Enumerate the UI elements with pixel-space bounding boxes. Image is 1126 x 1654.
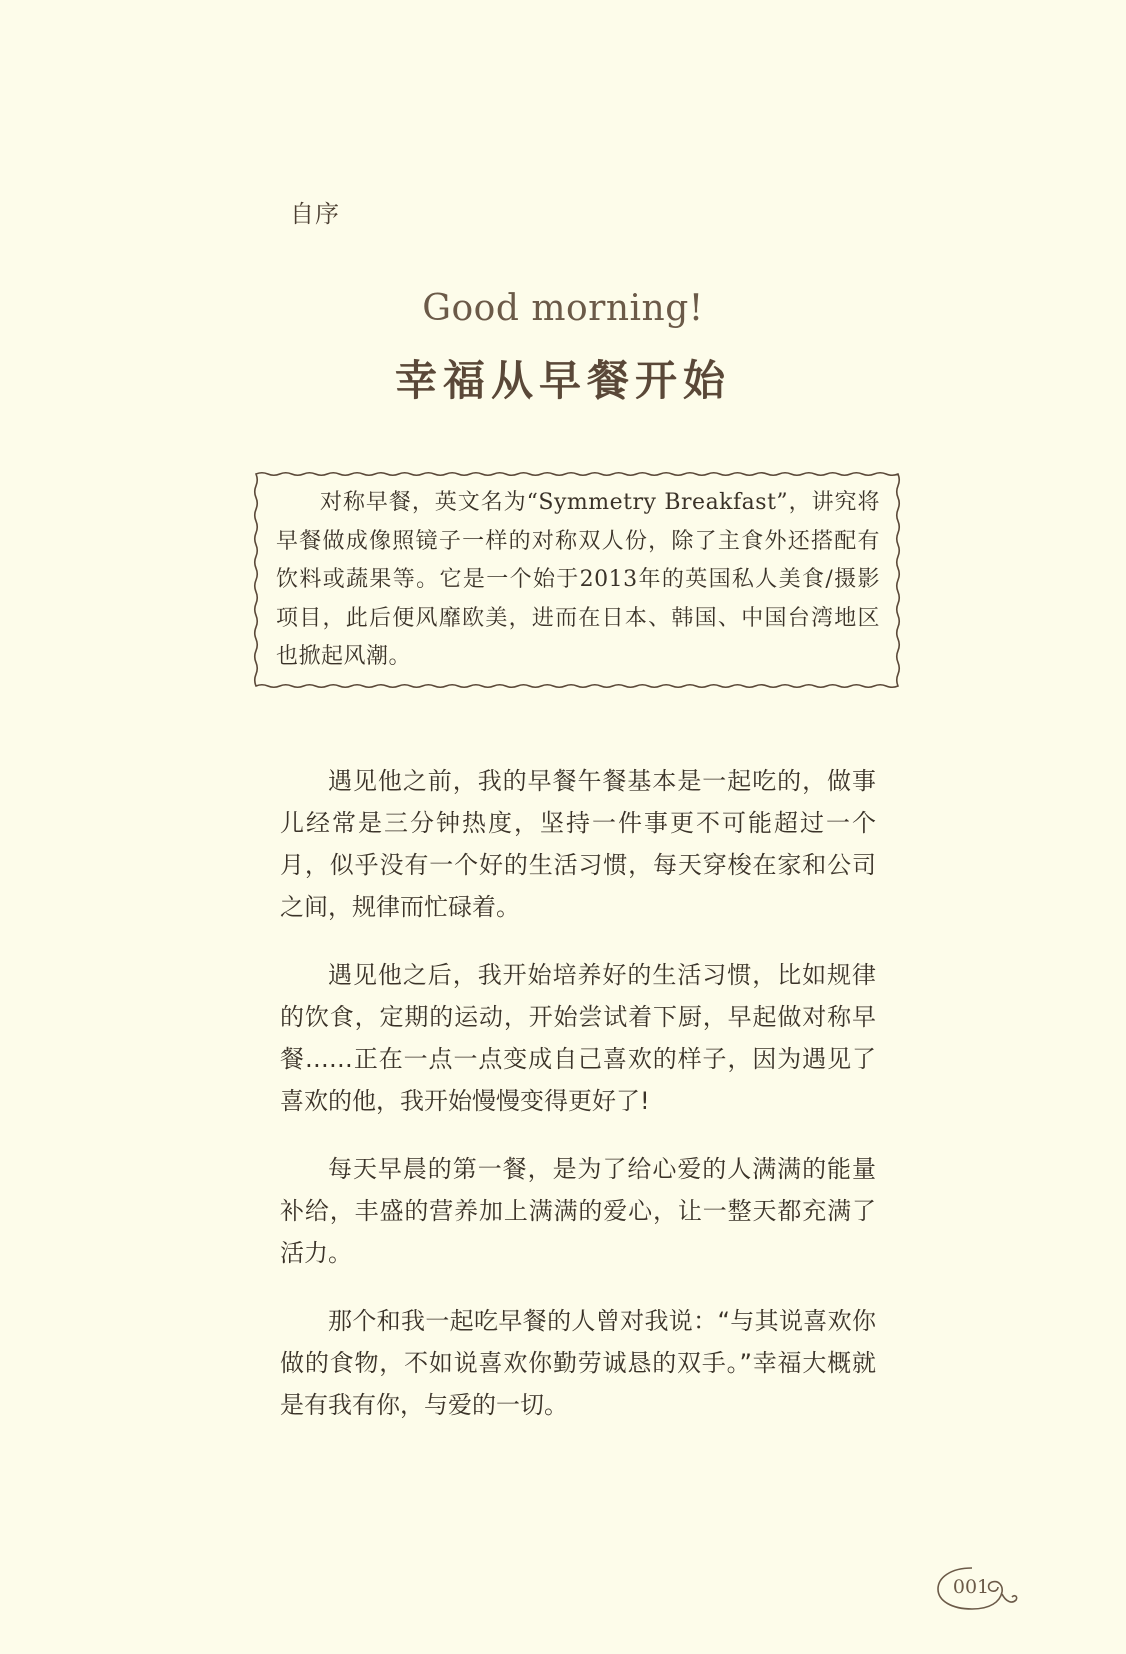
intro-text: 对称早餐，英文名为“Symmetry Breakfast”，讲究将早餐做成像照镜子一样的对称双人份，除了主食外还搭配有饮料或蔬果等。它是一个始于2013年的英国私人美食/摄影项目，此后便风靡欧美，进而在日本、韩国、中国台湾地区也掀起风潮。 xyxy=(276,490,880,669)
paragraph: 每天早晨的第一餐，是为了给心爱的人满满的能量补给，丰盛的营养加上满满的爱心，让一整天都充满了活力。 xyxy=(280,1155,876,1267)
body-text xyxy=(280,760,876,1452)
paragraph: 遇见他之前，我的早餐午餐基本是一起吃的，做事儿经常是三分钟热度，坚持一件事更不可能超过一个月，似乎没有一个好的生活习惯，每天穿梭在家和公司之间，规律而忙碌着。 xyxy=(280,767,876,921)
page-number: 001 xyxy=(952,1576,990,1598)
intro-box xyxy=(252,470,902,690)
paragraph: 那个和我一起吃早餐的人曾对我说：“与其说喜欢你做的食物，不如说喜欢你勤劳诚恳的双手。”幸福大概就是有我有你，与爱的一切。 xyxy=(280,1307,876,1419)
title-chinese: 幸福从早餐开始 xyxy=(394,356,731,405)
section-label: 自序 xyxy=(290,200,340,228)
paragraph: 遇见他之后，我开始培养好的生活习惯，比如规律的饮食，定期的运动，开始尝试着下厨，早起做对称早餐……正在一点一点变成自己喜欢的样子，因为遇见了喜欢的他，我开始慢慢变得更好了! xyxy=(280,961,876,1115)
page-number-badge xyxy=(932,1562,1022,1616)
title-english: Good morning! xyxy=(422,288,704,329)
